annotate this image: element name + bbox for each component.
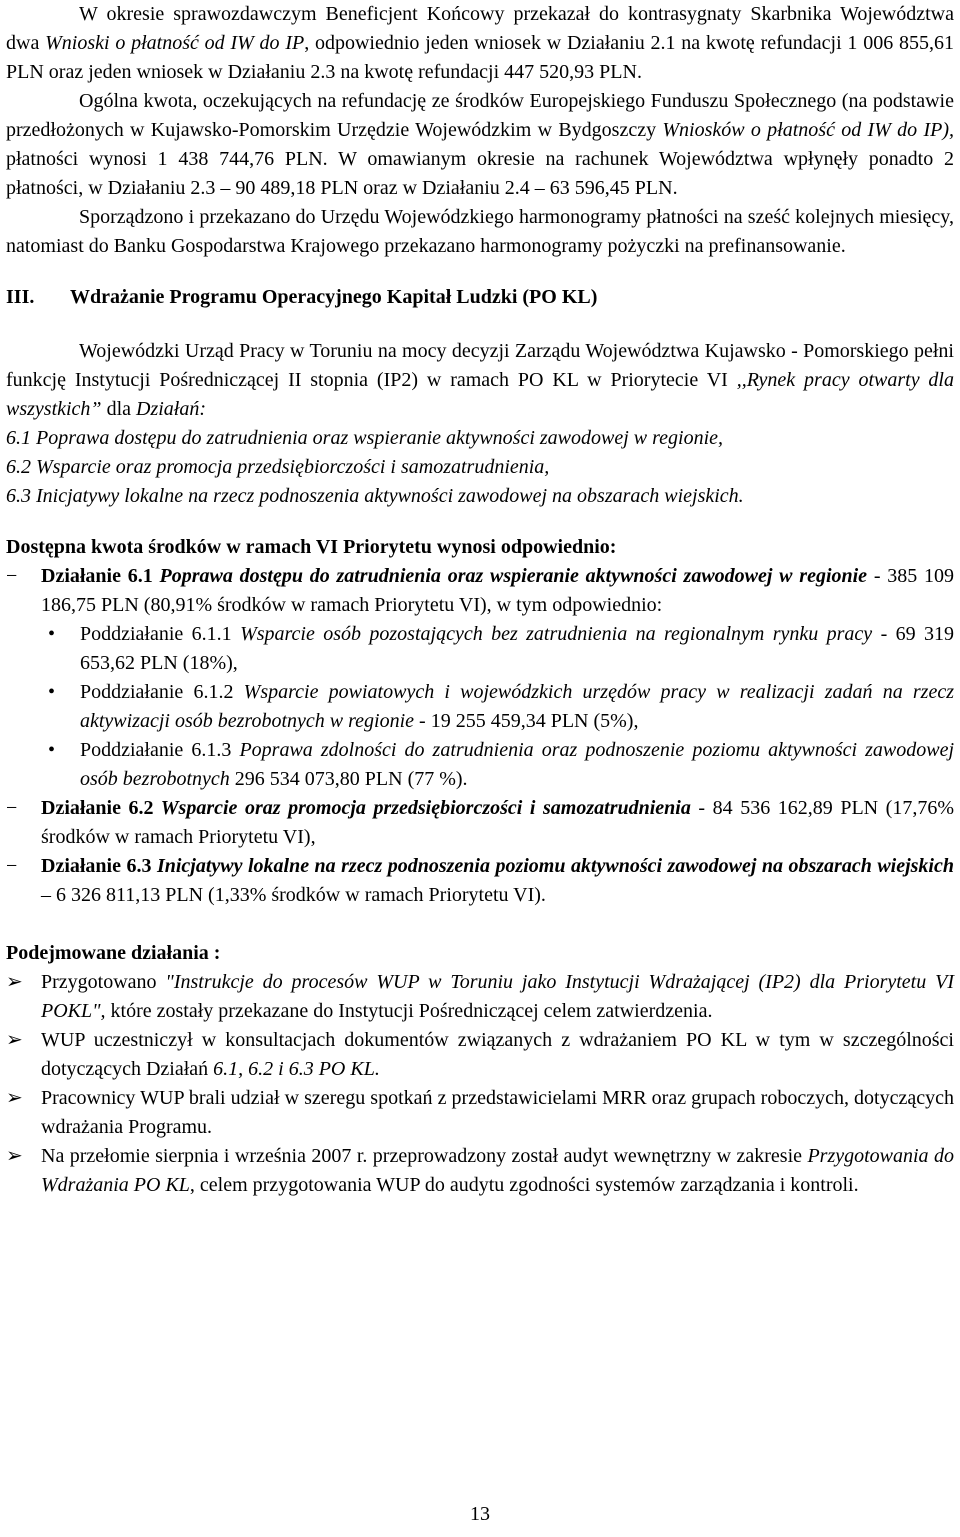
page-number: 13 xyxy=(470,1503,490,1525)
action-item: ➢ WUP uczestniczył w konsultacjach dokumentów związanych z wdrażaniem PO KL w tym w szczególności dotyczących Działań 6.1, 6.2 i 6.3 PO KL. xyxy=(6,1026,954,1084)
section-number: III. xyxy=(6,286,35,308)
arrow-bullet-icon: ➢ xyxy=(6,1145,23,1167)
dash-marker: − xyxy=(6,855,18,877)
dash-marker: − xyxy=(6,797,18,819)
sub-item-6-1-2: • Poddziałanie 6.1.2 Wsparcie powiatowych i wojewódzkich urzędów pracy w realizacji zadań na rzecz aktywizacji osób bezrobotnych w regionie - 19 255 459,34 PLN (5%), xyxy=(6,678,954,736)
measure-list-item: 6.2 Wsparcie oraz promocja przedsiębiorczości i samozatrudnienia, xyxy=(6,456,550,478)
action-item: ➢ Przygotowano "Instrukcje do procesów WUP w Toruniu jako Instytucji Wdrażającej (IP2) dla Priorytetu VI POKL", które zostały przekazane do Instytucji Pośredniczącej celem zatwierdzenia. xyxy=(6,968,954,1026)
action-item: ➢ Na przełomie sierpnia i września 2007 r. przeprowadzony został audyt wewnętrzny w zakresie Przygotowania do Wdrażania PO KL, celem przygotowania WUP do audytu zgodności systemów zarządzania i kontroli. xyxy=(6,1142,954,1200)
bullet-marker: • xyxy=(48,739,56,761)
paragraph-total-amount: Ogólna kwota, oczekujących na refundację ze środków Europejskiego Funduszu Społecznego (na podstawie przedłożonych w Kujawsko-Pomorskim Urzędzie Wojewódzkim w Bydgoszczy Wniosków o płatność od IW do IP), płatności wynosi 1 438 744,76 PLN. W omawianym okresie na rachunek Województwa wpłynęły ponadto 2 płatności, w Działaniu 2.3 – 90 489,18 PLN oraz w Działaniu 2.4 – 63 596,45 PLN. xyxy=(6,90,954,199)
action-item: ➢ Pracownicy WUP brali udział w szeregu spotkań z przedstawicielami MRR oraz grupach roboczych, dotyczących wdrażania Programu. xyxy=(6,1084,954,1142)
measure-list-item: 6.3 Inicjatywy lokalne na rzecz podnoszenia aktywności zawodowej na obszarach wiejskich. xyxy=(6,485,744,507)
funds-heading: Dostępna kwota środków w ramach VI Priorytetu wynosi odpowiednio: xyxy=(6,536,617,558)
bullet-marker: • xyxy=(48,681,56,703)
dash-marker: − xyxy=(6,565,18,587)
sub-item-6-1-3: • Poddziałanie 6.1.3 Poprawa zdolności do zatrudnienia oraz podnoszenie poziomu aktywności zawodowej osób bezrobotnych 296 534 073,80 PLN (77 %). xyxy=(6,736,954,794)
sub-item-6-1-1: • Poddziałanie 6.1.1 Wsparcie osób pozostających bez zatrudnienia na regionalnym rynku pracy - 69 319 653,62 PLN (18%), xyxy=(6,620,954,678)
funds-item-6-1: − Działanie 6.1 Poprawa dostępu do zatrudnienia oraz wspieranie aktywności zawodowej w regionie - 385 109 186,75 PLN (80,91% środków w ramach Priorytetu VI), w tym odpowiednio: xyxy=(6,562,954,620)
arrow-bullet-icon: ➢ xyxy=(6,971,23,993)
paragraph-schedules: Sporządzono i przekazano do Urzędu Wojewódzkiego harmonogramy płatności na sześć kolejnych miesięcy, natomiast do Banku Gospodarstwa Krajowego przekazano harmonogramy pożyczki na prefinansowanie. xyxy=(6,206,954,257)
arrow-bullet-icon: ➢ xyxy=(6,1087,23,1109)
measure-list-item: 6.1 Poprawa dostępu do zatrudnienia oraz wspieranie aktywności zawodowej w regionie, xyxy=(6,427,724,449)
actions-heading: Podejmowane działania : xyxy=(6,942,221,964)
paragraph-reporting-period: W okresie sprawozdawczym Beneficjent Końcowy przekazał do kontrasygnaty Skarbnika Województwa dwa Wnioski o płatność od IW do IP, odpowiednio jeden wniosek w Działaniu 2.1 na kwotę refundacji 1 006 855,61 PLN oraz jeden wniosek w Działaniu 2.3 na kwotę refundacji 447 520,93 PLN. xyxy=(6,3,954,83)
bullet-marker: • xyxy=(48,623,56,645)
section-heading xyxy=(6,283,954,312)
section-title: Wdrażanie Programu Operacyjnego Kapitał Ludzki (PO KL) xyxy=(70,286,598,308)
funds-item-6-2: − Działanie 6.2 Wsparcie oraz promocja przedsiębiorczości i samozatrudnienia - 84 536 162,89 PLN (17,76% środków w ramach Priorytetu VI), xyxy=(6,794,954,852)
arrow-bullet-icon: ➢ xyxy=(6,1029,23,1051)
funds-item-6-3: − Działanie 6.3 Inicjatywy lokalne na rzecz podnoszenia poziomu aktywności zawodowej na obszarach wiejskich – 6 326 811,13 PLN (1,33% środków w ramach Priorytetu VI). xyxy=(6,852,954,910)
paragraph-wup-role: Wojewódzki Urząd Pracy w Toruniu na mocy decyzji Zarządu Województwa Kujawsko - Pomorskiego pełni funkcję Instytucji Pośredniczącej II stopnia (IP2) w ramach PO KL w Priorytecie VI ,,Rynek pracy otwarty dla wszystkich” dla Działań: xyxy=(6,340,954,420)
